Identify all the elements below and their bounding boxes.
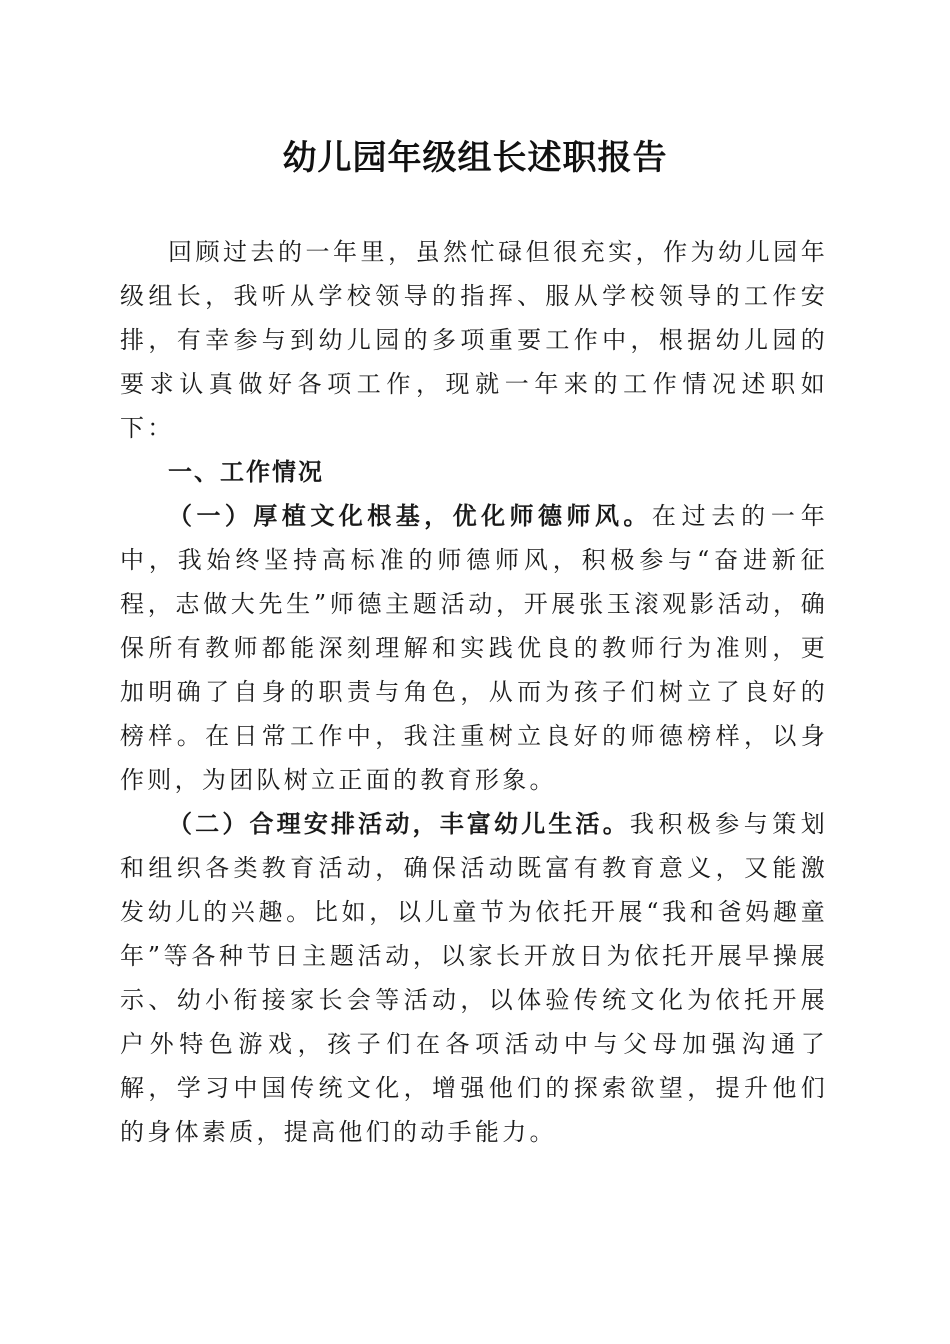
document-body <box>120 230 828 1154</box>
paragraph-1 <box>120 494 828 802</box>
intro-paragraph: 回顾过去的一年里，虽然忙碌但很充实，作为幼儿园年级组长，我听从学校领导的指挥、服从学校领导的工作安排，有幸参与到幼儿园的多项重要工作中，根据幼儿园的要求认真做好各项工作，现就一年来的工作情况述职如下： <box>120 238 828 442</box>
paragraph-2-text: 我积极参与策划和组织各类教育活动，确保活动既富有教育意义，又能激发幼儿的兴趣。比如，以儿童节为依托开展“我和爸妈趣童年”等各种节日主题活动，以家长开放日为依托开展早操展示、幼小衔接家长会等活动，以体验传统文化为依托开展户外特色游戏，孩子们在各项活动中与父母加强沟通了解，学习中国传统文化，增强他们的探索欲望，提升他们的身体素质，提高他们的动手能力。 <box>120 810 828 1146</box>
paragraph-1-text: 在过去的一年中，我始终坚持高标准的师德师风，积极参与“奋进新征程，志做大先生”师德主题活动，开展张玉滚观影活动，确保所有教师都能深刻理解和实践优良的教师行为准则，更加明确了自身的职责与角色，从而为孩子们树立了良好的榜样。在日常工作中，我注重树立良好的师德榜样，以身作则，为团队树立正面的教育形象。 <box>120 502 828 794</box>
document-title: 幼儿园年级组长述职报告 <box>282 138 668 178</box>
paragraph-1-lead: （一）厚植文化根基，优化师德师风。 <box>168 502 652 530</box>
paragraph-2 <box>120 802 828 1154</box>
paragraph-2-lead: （二）合理安排活动，丰富幼儿生活。 <box>168 810 630 838</box>
section-heading-work-situation: 一、工作情况 <box>168 458 324 486</box>
